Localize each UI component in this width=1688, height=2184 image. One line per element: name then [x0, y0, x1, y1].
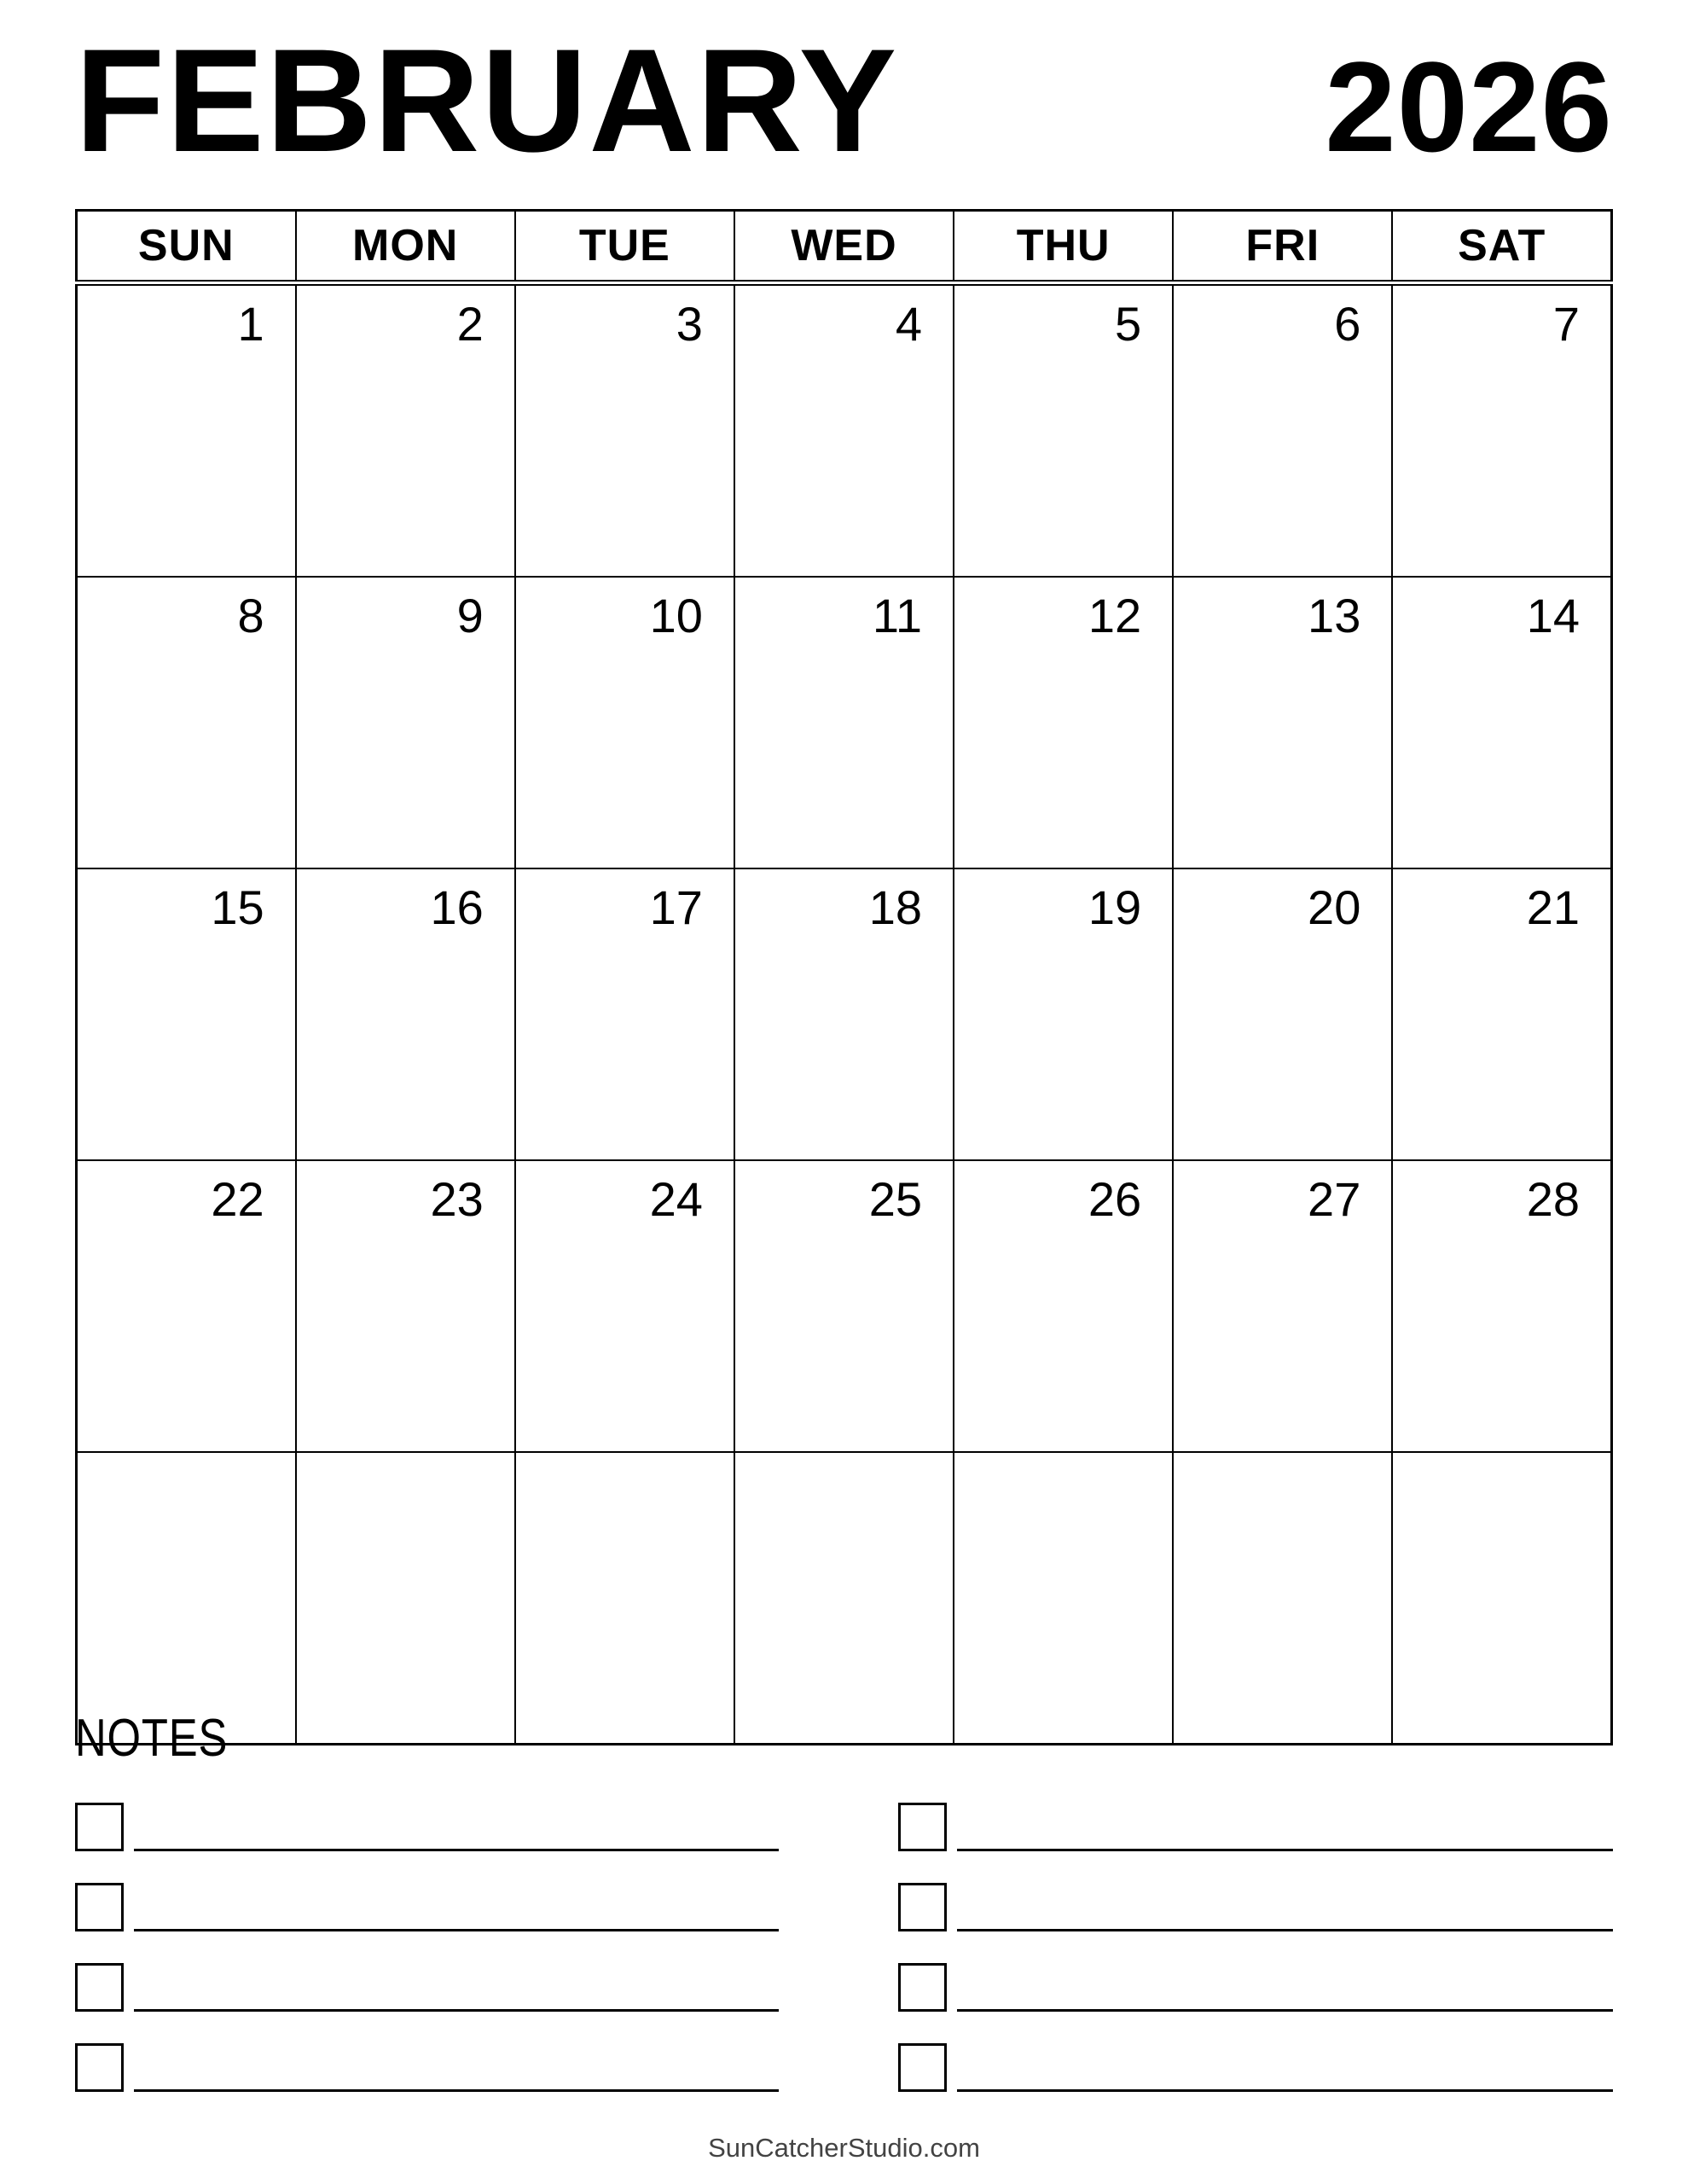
day-cell: 5	[954, 283, 1173, 578]
day-cell: 10	[515, 577, 734, 868]
week-row-4	[77, 1160, 1612, 1452]
note-checkbox[interactable]	[75, 1883, 124, 1931]
day-cell: 12	[954, 577, 1173, 868]
day-cell-empty	[296, 1452, 515, 1745]
day-cell: 17	[515, 868, 734, 1160]
month-title: FEBRUARY	[75, 19, 899, 183]
day-cell: 19	[954, 868, 1173, 1160]
day-cell: 4	[734, 283, 954, 578]
note-checkbox[interactable]	[75, 2043, 124, 2092]
day-cell: 9	[296, 577, 515, 868]
notes-heading: NOTES	[75, 1709, 229, 1768]
day-cell-empty	[515, 1452, 734, 1745]
day-cell: 16	[296, 868, 515, 1160]
note-writing-line	[957, 1929, 1613, 1931]
day-cell: 1	[77, 283, 296, 578]
notes-column-right	[898, 1803, 1613, 2092]
note-writing-line	[134, 2089, 779, 2092]
day-cell-empty	[734, 1452, 954, 1745]
day-cell: 3	[515, 283, 734, 578]
note-row	[898, 1883, 1613, 1931]
title-row	[75, 19, 1613, 183]
note-checkbox[interactable]	[898, 1803, 947, 1851]
week-row-5-empty	[77, 1452, 1612, 1745]
day-header-sun: SUN	[77, 211, 296, 283]
year-title: 2026	[1325, 35, 1613, 178]
week-row-3	[77, 868, 1612, 1160]
note-writing-line	[134, 1849, 779, 1851]
day-cell: 2	[296, 283, 515, 578]
day-cell: 7	[1392, 283, 1611, 578]
note-checkbox[interactable]	[75, 1963, 124, 2012]
day-cell: 6	[1173, 283, 1392, 578]
day-cell: 27	[1173, 1160, 1392, 1452]
day-cell: 26	[954, 1160, 1173, 1452]
note-checkbox[interactable]	[898, 2043, 947, 2092]
day-cell: 21	[1392, 868, 1611, 1160]
note-row	[898, 1803, 1613, 1851]
day-cell: 15	[77, 868, 296, 1160]
note-checkbox[interactable]	[898, 1963, 947, 2012]
note-row	[75, 1883, 779, 1931]
note-checkbox[interactable]	[75, 1803, 124, 1851]
note-checkbox[interactable]	[898, 1883, 947, 1931]
notes-column-left	[75, 1803, 779, 2092]
note-row	[75, 1803, 779, 1851]
note-row	[898, 2043, 1613, 2092]
day-header-thu: THU	[954, 211, 1173, 283]
note-writing-line	[134, 2009, 779, 2012]
calendar-grid	[75, 209, 1613, 1745]
week-row-2	[77, 577, 1612, 868]
note-row	[898, 1963, 1613, 2012]
day-cell-empty	[77, 1452, 296, 1745]
day-cell: 13	[1173, 577, 1392, 868]
day-cell: 28	[1392, 1160, 1611, 1452]
day-cell-empty	[954, 1452, 1173, 1745]
day-cell: 25	[734, 1160, 954, 1452]
note-writing-line	[957, 2009, 1613, 2012]
note-row	[75, 2043, 779, 2092]
day-header-row	[77, 211, 1612, 283]
day-header-wed: WED	[734, 211, 954, 283]
day-cell-empty	[1392, 1452, 1611, 1745]
day-cell: 23	[296, 1160, 515, 1452]
day-cell: 24	[515, 1160, 734, 1452]
day-header-tue: TUE	[515, 211, 734, 283]
note-writing-line	[957, 1849, 1613, 1851]
day-cell: 18	[734, 868, 954, 1160]
day-cell: 14	[1392, 577, 1611, 868]
day-header-sat: SAT	[1392, 211, 1611, 283]
day-header-mon: MON	[296, 211, 515, 283]
footer-credit: SunCatcherStudio.com	[708, 2133, 980, 2163]
day-cell: 11	[734, 577, 954, 868]
note-writing-line	[957, 2089, 1613, 2092]
day-cell: 22	[77, 1160, 296, 1452]
note-row	[75, 1963, 779, 2012]
day-cell-empty	[1173, 1452, 1392, 1745]
day-header-fri: FRI	[1173, 211, 1392, 283]
note-writing-line	[134, 1929, 779, 1931]
day-cell: 8	[77, 577, 296, 868]
day-cell: 20	[1173, 868, 1392, 1160]
week-row-1	[77, 283, 1612, 578]
